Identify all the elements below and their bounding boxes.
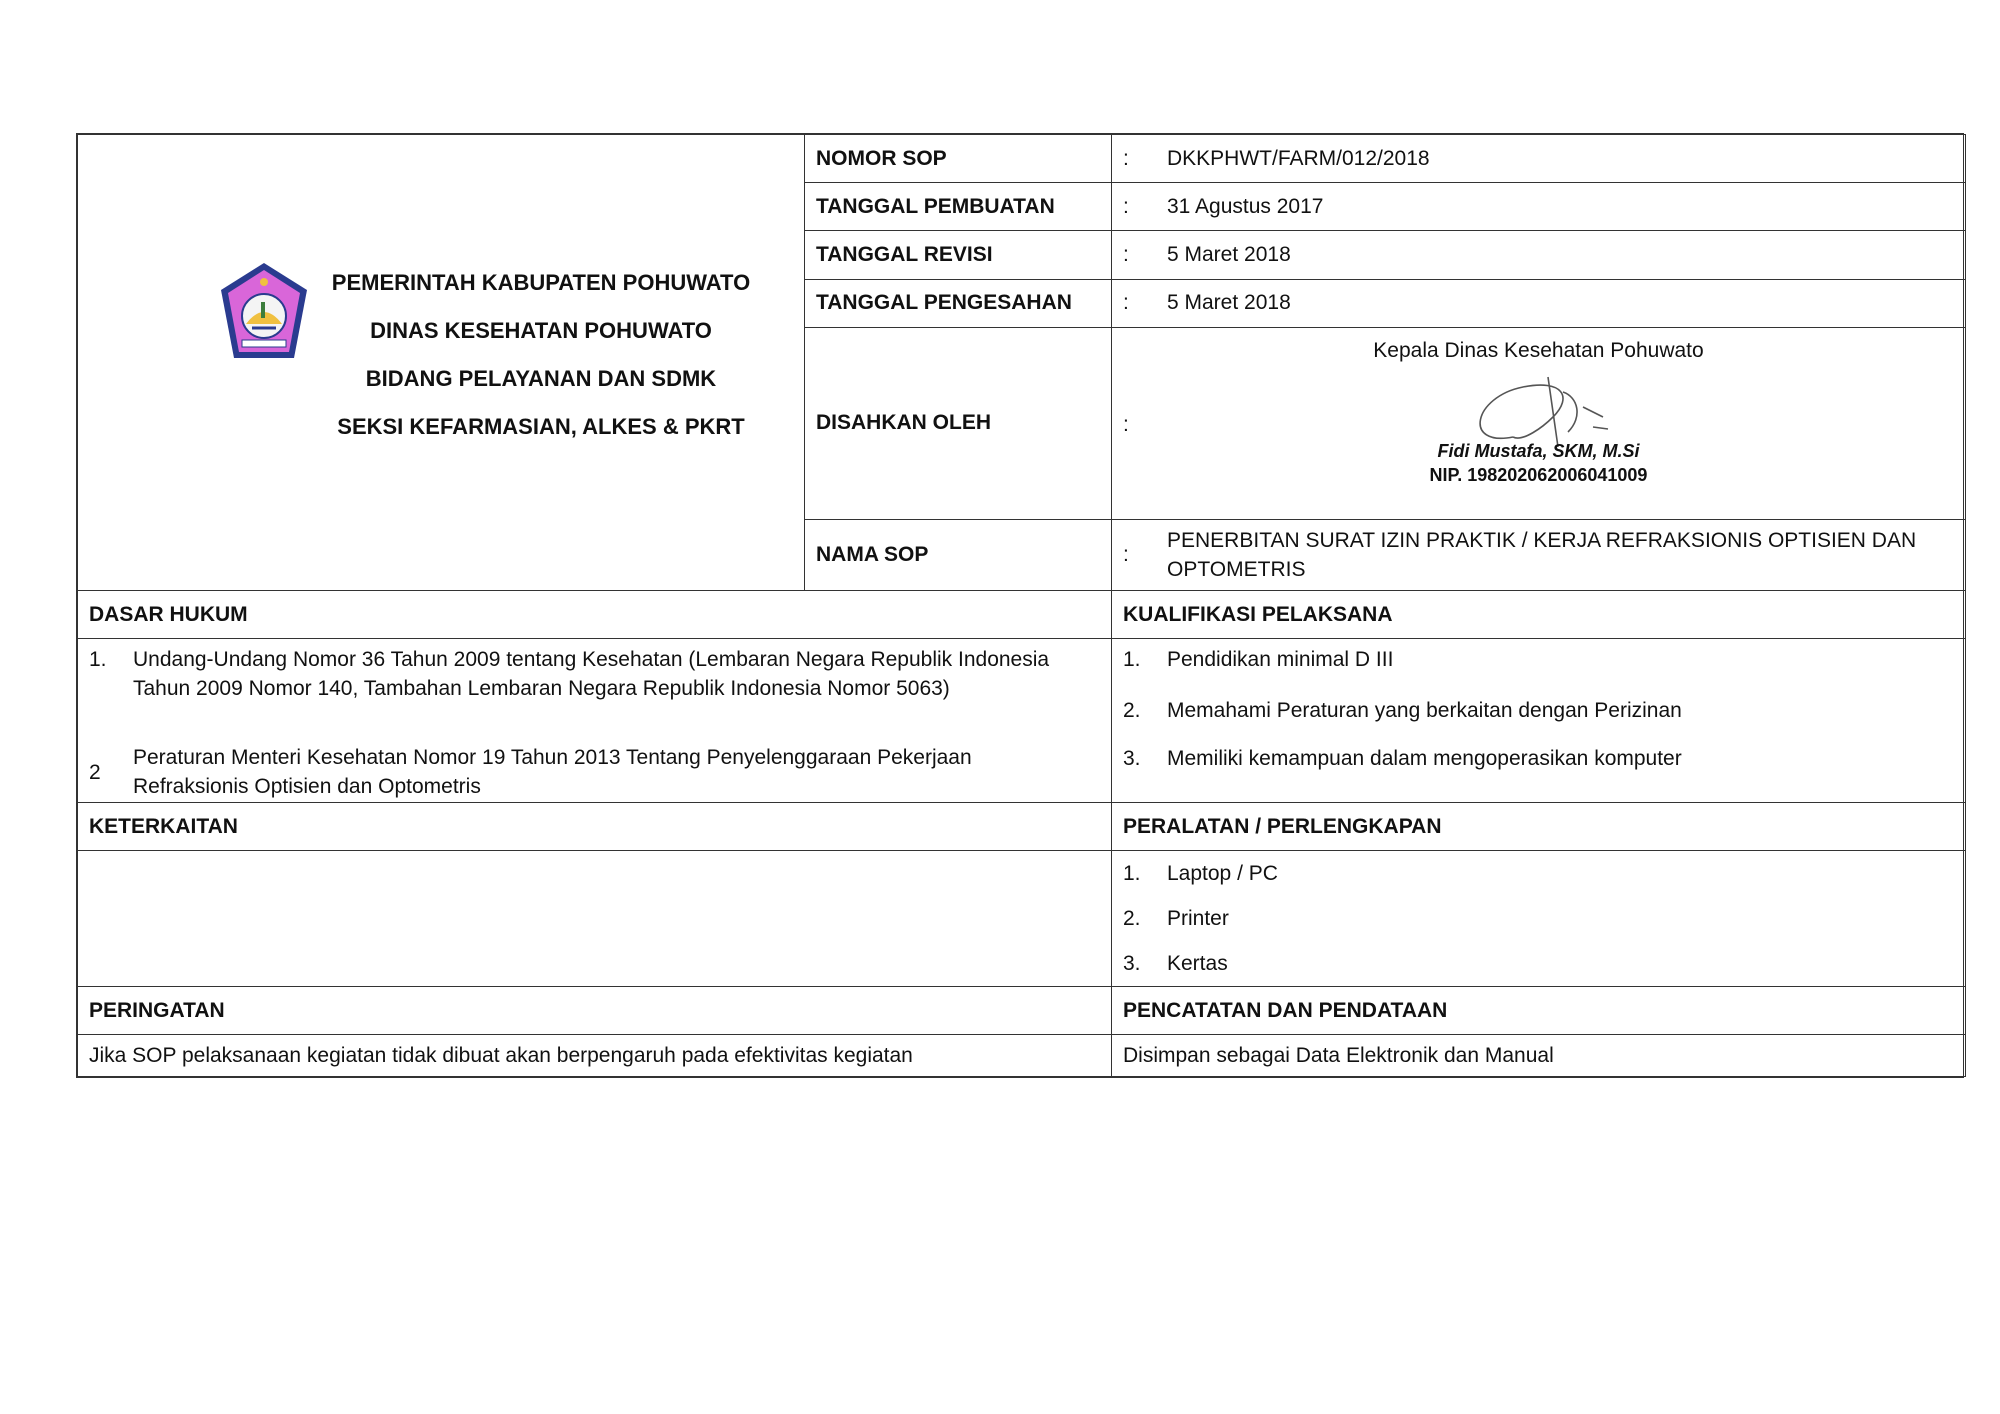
- keterkaitan-heading: KETERKAITAN: [78, 803, 1112, 851]
- dasar-hukum-1-line-1: Undang-Undang Nomor 36 Tahun 2009 tentang Kesehatan (Lembaran Negara Republik Indonesia: [133, 648, 1050, 671]
- peringatan-heading: PERINGATAN: [78, 987, 1112, 1035]
- list-number: 3.: [1123, 952, 1141, 975]
- dasar-hukum-cell: [78, 639, 1112, 803]
- peralatan-cell: [1112, 851, 1966, 987]
- list-number: 2.: [1123, 699, 1141, 722]
- disahkan-oleh-label: DISAHKAN OLEH: [805, 327, 1112, 519]
- list-number: 1.: [89, 648, 107, 671]
- agency-header-cell: [78, 135, 805, 591]
- kualifikasi-list: [1123, 645, 1954, 773]
- dasar-hukum-list: [89, 645, 1100, 801]
- colon: :: [1123, 146, 1129, 170]
- tanggal-revisi-label: TANGGAL REVISI: [805, 231, 1112, 279]
- tanggal-pembuatan-value: 31 Agustus 2017: [1167, 194, 1324, 218]
- list-item: [1123, 904, 1954, 933]
- peralatan-item-text: Kertas: [1167, 952, 1228, 975]
- list-item: [1123, 859, 1954, 888]
- tanggal-pengesahan-value: 5 Maret 2018: [1167, 291, 1291, 315]
- dasar-hukum-heading: DASAR HUKUM: [78, 591, 1112, 639]
- list-number: 2.: [1123, 907, 1141, 930]
- dasar-hukum-2-line-1: Peraturan Menteri Kesehatan Nomor 19 Tahun 2013 Tentang Penyelenggaraan Pekerjaan: [133, 746, 972, 769]
- agency-line-2: DINAS KESEHATAN POHUWATO: [370, 318, 712, 343]
- kualifikasi-heading: KUALIFIKASI PELAKSANA: [1112, 591, 1966, 639]
- peralatan-item-text: Laptop / PC: [1167, 862, 1278, 885]
- peralatan-heading: PERALATAN / PERLENGKAPAN: [1112, 803, 1966, 851]
- nama-sop-value-line-2: OPTOMETRIS: [1167, 557, 1306, 581]
- kualifikasi-cell: [1112, 639, 1966, 803]
- colon: :: [1123, 542, 1129, 566]
- kualifikasi-item-text: Pendidikan minimal D III: [1167, 648, 1394, 671]
- agency-line-3: BIDANG PELAYANAN DAN SDMK: [365, 366, 717, 391]
- colon: :: [1123, 291, 1129, 315]
- sop-table: [77, 134, 1966, 1077]
- signatory-nip: NIP. 198202062006041009: [1429, 465, 1648, 486]
- nama-sop-value-cell: [1112, 519, 1966, 590]
- list-item: [1123, 645, 1954, 674]
- list-number: 3.: [1123, 747, 1141, 770]
- dasar-hukum-2-line-2: Refraksionis Optisien dan Optometris: [133, 775, 481, 798]
- nomor-sop-value: DKKPHWT/FARM/012/2018: [1167, 146, 1430, 170]
- pencatatan-text: Disimpan sebagai Data Elektronik dan Manual: [1112, 1035, 1966, 1077]
- kualifikasi-item-text: Memiliki kemampuan dalam mengoperasikan komputer: [1167, 747, 1682, 770]
- dasar-hukum-1-line-2: Tahun 2009 Nomor 140, Tambahan Lembaran Negara Republik Indonesia Nomor 5063): [133, 677, 950, 700]
- list-number: 2: [89, 760, 101, 784]
- tanggal-revisi-value: 5 Maret 2018: [1167, 243, 1291, 266]
- list-item: [1123, 949, 1954, 978]
- agency-line-4: SEKSI KEFARMASIAN, ALKES & PKRT: [337, 414, 745, 439]
- list-number: 1.: [1123, 862, 1141, 885]
- keterkaitan-cell: [78, 851, 1112, 987]
- nomor-sop-value-cell: [1112, 135, 1966, 183]
- peralatan-list: [1123, 859, 1954, 978]
- sop-document: [76, 133, 1964, 1078]
- tanggal-pengesahan-value-cell: [1112, 279, 1966, 327]
- peralatan-item-text: Printer: [1167, 907, 1229, 930]
- nomor-sop-label: NOMOR SOP: [805, 135, 1112, 183]
- nama-sop-label: NAMA SOP: [805, 519, 1112, 590]
- colon: :: [1123, 413, 1129, 437]
- signatory-title: Kepala Dinas Kesehatan Pohuwato: [1373, 339, 1704, 363]
- tanggal-revisi-value-cell: [1112, 231, 1966, 279]
- list-item: [89, 743, 1100, 801]
- nama-sop-value-line-1: PENERBITAN SURAT IZIN PRAKTIK / KERJA REFRAKSIONIS OPTISIEN DAN: [1167, 528, 1917, 552]
- signature-block: [1123, 329, 1954, 517]
- list-item: [1123, 696, 1954, 725]
- disahkan-oleh-cell: [1112, 327, 1966, 519]
- signatory-name: Fidi Mustafa, SKM, M.Si: [1437, 441, 1640, 462]
- tanggal-pengesahan-label: TANGGAL PENGESAHAN: [805, 279, 1112, 327]
- list-item: [89, 645, 1100, 703]
- pencatatan-heading: PENCATATAN DAN PENDATAAN: [1112, 987, 1966, 1035]
- list-item: [1123, 744, 1954, 773]
- colon: :: [1123, 243, 1129, 266]
- peringatan-text: Jika SOP pelaksanaan kegiatan tidak dibuat akan berpengaruh pada efektivitas kegiatan: [78, 1035, 1112, 1077]
- colon: :: [1123, 194, 1129, 218]
- tanggal-pembuatan-label: TANGGAL PEMBUATAN: [805, 183, 1112, 231]
- tanggal-pembuatan-value-cell: [1112, 183, 1966, 231]
- kualifikasi-item-text: Memahami Peraturan yang berkaitan dengan Perizinan: [1167, 699, 1682, 722]
- agency-line-1: PEMERINTAH KABUPATEN POHUWATO: [331, 270, 751, 295]
- list-number: 1.: [1123, 648, 1141, 671]
